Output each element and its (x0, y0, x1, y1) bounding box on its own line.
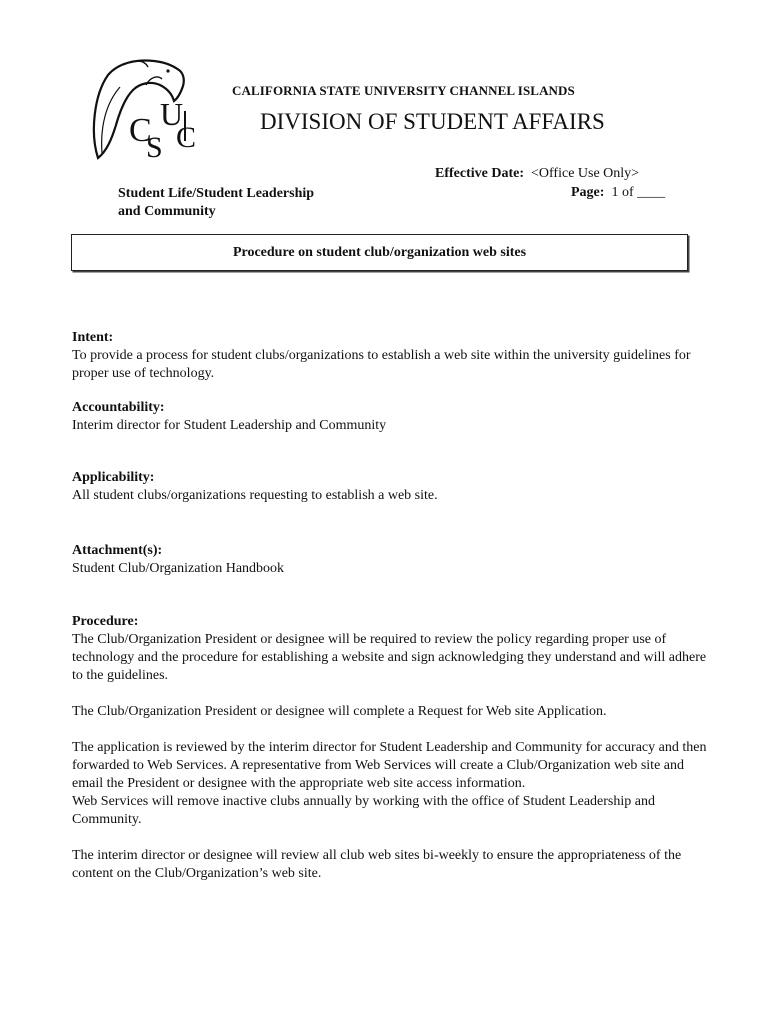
effective-date (435, 166, 639, 182)
section-text: The interim director or designee will review all club web sites bi-weekly to ensure the appropriateness of the content on the Club/Organization’s web site. (72, 848, 682, 881)
section-text: The Club/Organization President or designee will be required to review the policy regarding proper use of technology and the procedure for establishing a website and sign acknowledging they understand and will adhere to the guidelines. (72, 632, 707, 683)
svg-text:S: S (146, 131, 163, 164)
section-text: Student Club/Organization Handbook (72, 561, 285, 576)
department-line-2: and Community (118, 204, 216, 219)
effective-date-label: Effective Date: (435, 166, 525, 181)
section-heading: Attachment(s): (72, 543, 163, 558)
effective-date-value: <Office Use Only> (531, 166, 640, 181)
section-text: The Club/Organization President or designee will complete a Request for Web site Application. (72, 704, 607, 719)
svg-text:C: C (129, 112, 152, 149)
section-accountability (72, 399, 712, 435)
section-heading: Applicability: (72, 470, 155, 485)
page-label: Page: (571, 185, 605, 200)
section-text: Interim director for Student Leadership and Community (72, 418, 387, 433)
section-heading: Procedure: (72, 614, 139, 629)
section-text: All student clubs/organizations requesting to establish a web site. (72, 488, 438, 503)
document-body (72, 329, 712, 883)
svg-text:U: U (160, 96, 184, 132)
section-text: Web Services will remove inactive clubs annually by working with the office of Student Leadership and Community. (72, 794, 655, 827)
dolphin-icon (88, 55, 200, 165)
section-text: To provide a process for student clubs/organizations to establish a web site within the university guidelines for proper use of technology. (72, 348, 691, 381)
section-text: The application is reviewed by the interim director for Student Leadership and Community for accuracy and then forwarded to Web Services. A representative from Web Services will create a Club/Organization web site and email the President or designee with the appropriate web site access information. (72, 740, 707, 791)
division-title: DIVISION OF STUDENT AFFAIRS (260, 109, 605, 134)
procedure-title: Procedure on student club/organization web sites (232, 245, 527, 260)
section-heading: Intent: (72, 330, 114, 345)
csuci-dolphin-logo (88, 55, 200, 165)
section-heading: Accountability: (72, 400, 165, 415)
svg-text:C: C (176, 121, 197, 154)
section-procedure (72, 613, 712, 883)
page-value: 1 of ____ (611, 185, 666, 200)
department-line-1: Student Life/Student Leadership (118, 186, 315, 201)
section-intent (72, 329, 712, 383)
department (118, 185, 314, 221)
page-number (571, 185, 665, 201)
section-attachments (72, 542, 712, 578)
procedure-title-box (71, 234, 688, 271)
university-name: CALIFORNIA STATE UNIVERSITY CHANNEL ISLANDS (232, 83, 575, 98)
section-applicability (72, 469, 712, 505)
